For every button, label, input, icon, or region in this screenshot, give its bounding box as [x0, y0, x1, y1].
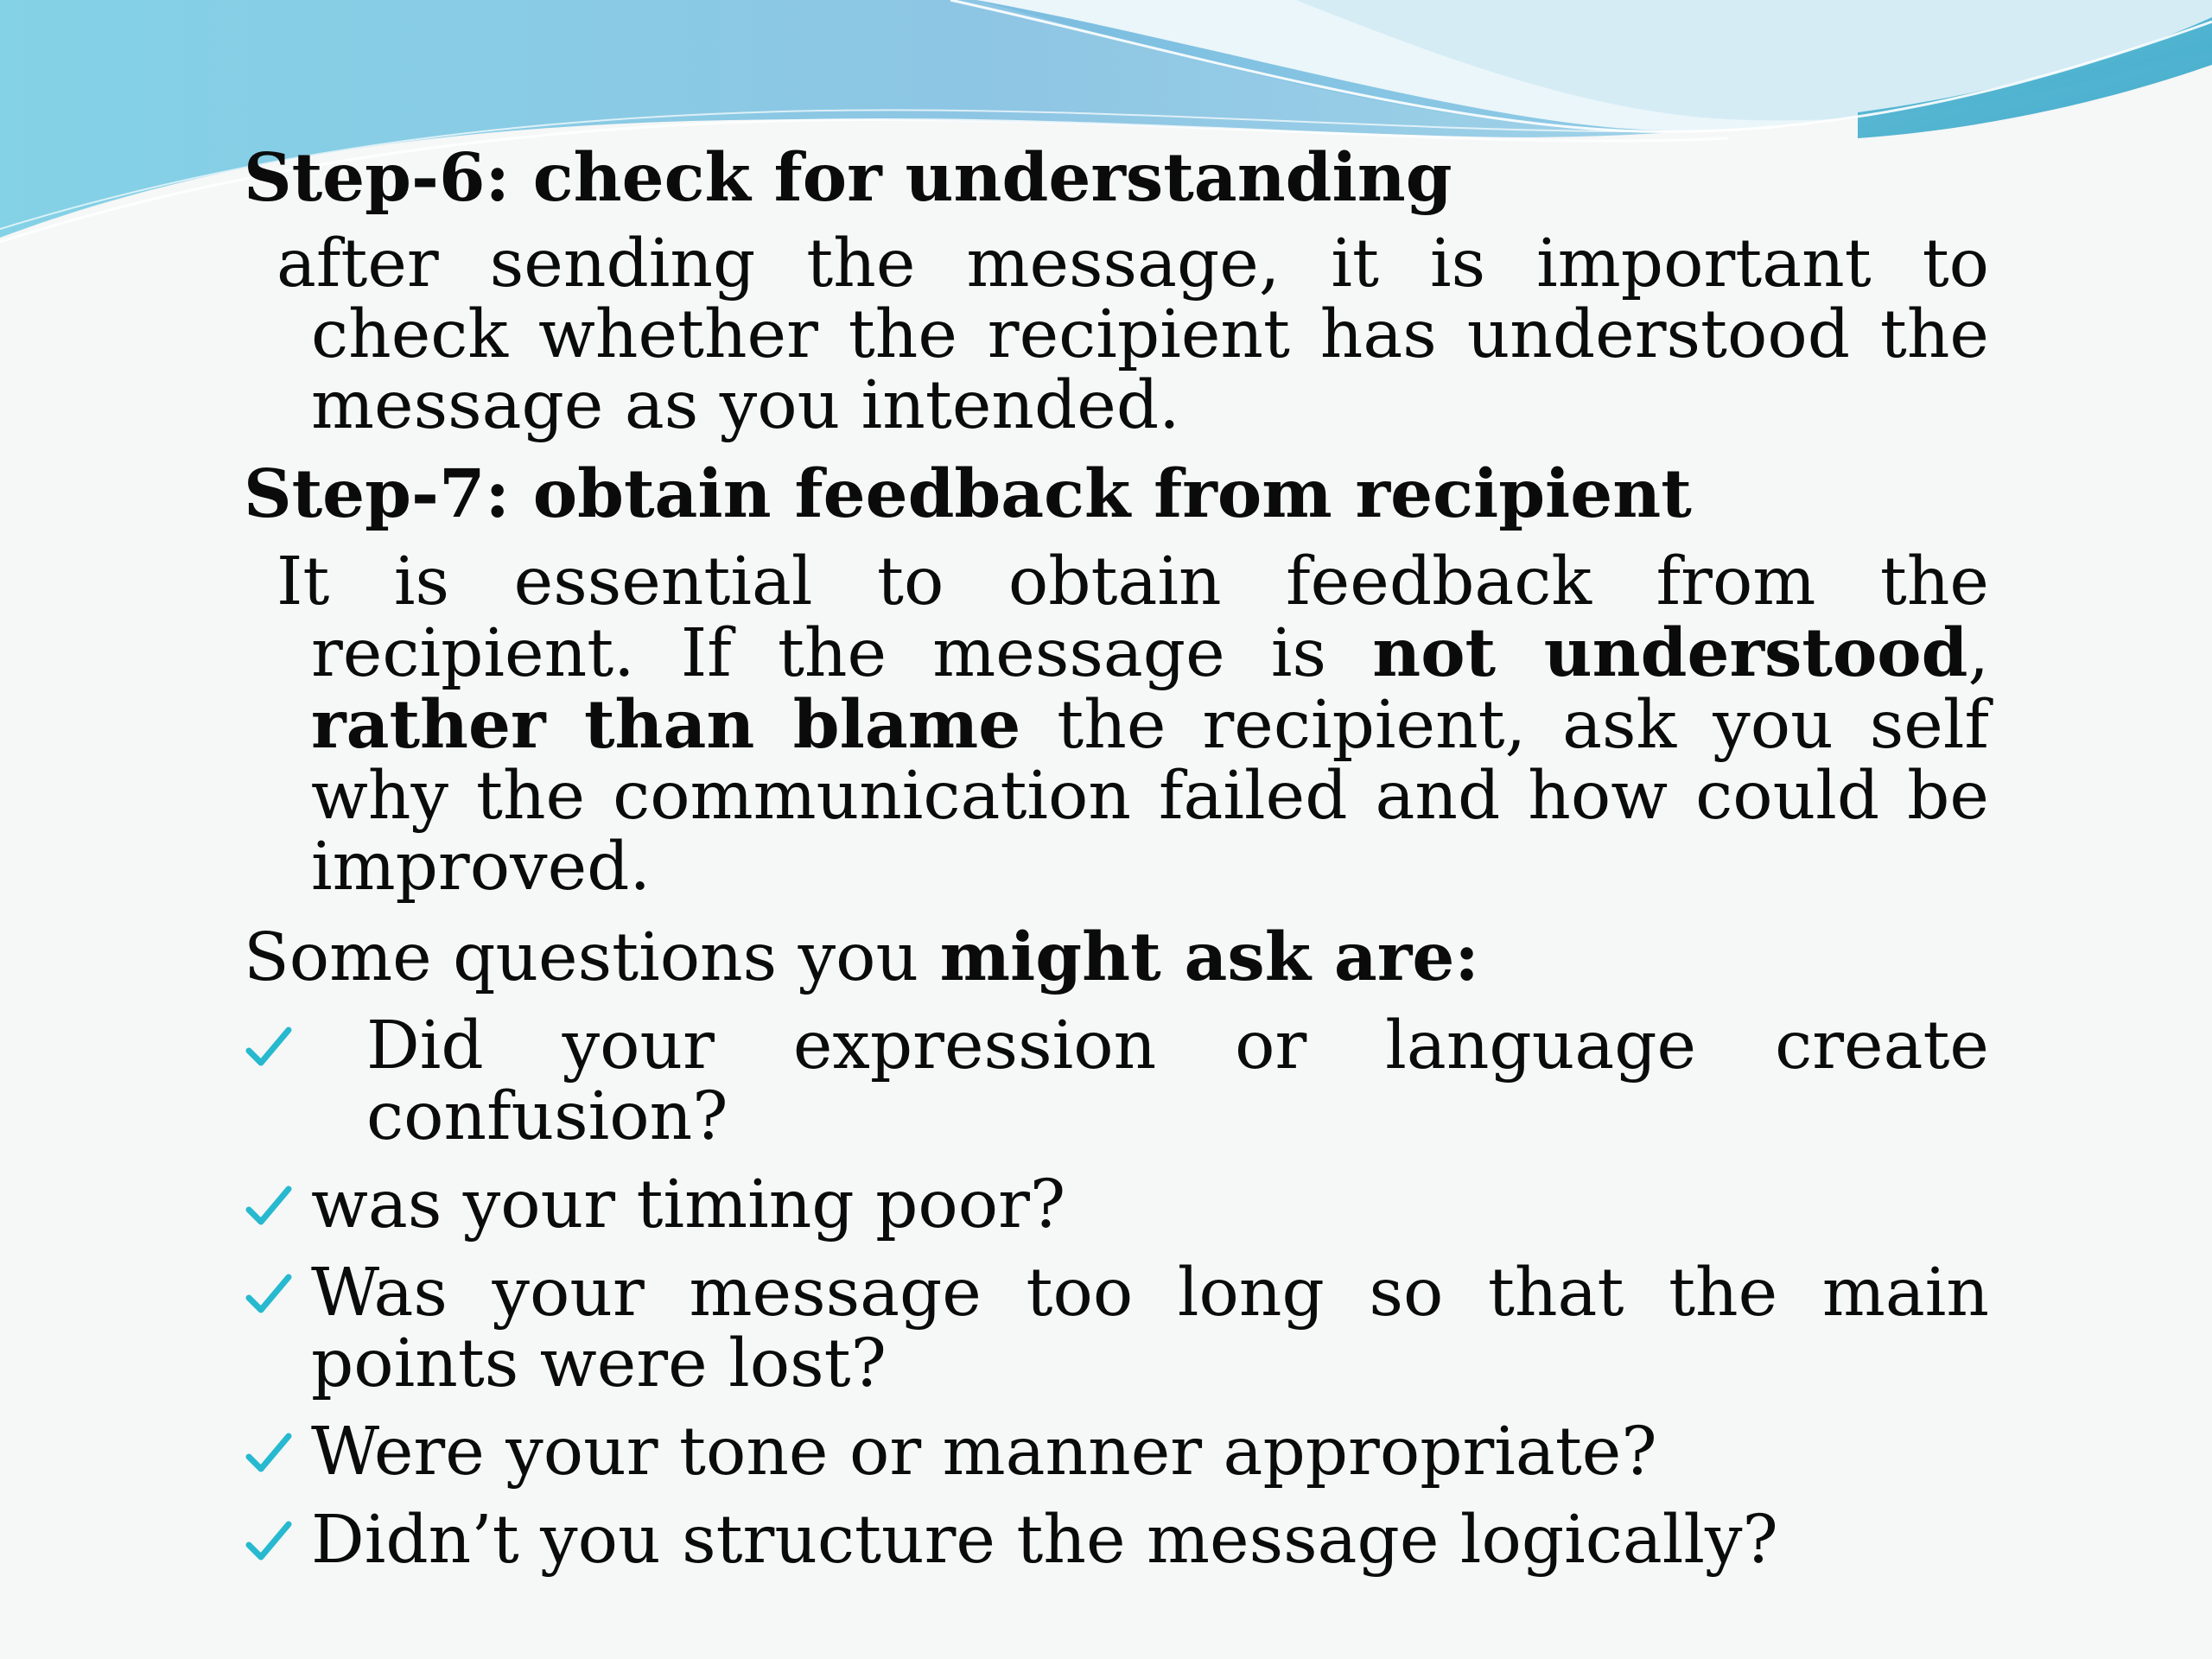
checklist-item-text: Was your message too long so that the main points were lost? — [311, 1255, 1989, 1402]
step7-paragraph — [244, 543, 1989, 906]
checklist-item-text: Didn’t you structure the message logically? — [311, 1502, 1778, 1579]
questions-intro — [244, 918, 1989, 996]
step7-text-3: the recipient, ask you self why the communication failed and how could be improved. — [311, 687, 1989, 906]
checkmark-icon — [244, 1258, 297, 1329]
checklist-item-text: was your timing poor? — [311, 1166, 1066, 1243]
checklist-item — [244, 1414, 1989, 1491]
slide-body — [244, 139, 1989, 1593]
checklist-item-text: Did your expression or language create confusion? — [366, 1007, 1989, 1155]
checkmark-icon — [244, 1170, 297, 1241]
checklist-item — [244, 1502, 1989, 1579]
checkmark-icon — [244, 1417, 297, 1488]
questions-intro-text: Some questions you — [244, 919, 940, 996]
step7-text-2: , — [1967, 615, 1989, 692]
checklist-item-text: Were your tone or manner appropriate? — [311, 1414, 1657, 1491]
step7-bold-rather-than-blame: rather than blame — [311, 686, 1021, 764]
checkmark-icon — [244, 1505, 297, 1576]
questions-intro-bold: might ask are: — [939, 918, 1479, 996]
checklist-item — [244, 1255, 1989, 1402]
step6-paragraph: after sending the message, it is important to check whether the recipient has understood the message as you intended. — [276, 226, 1989, 444]
step7-heading: Step-7: obtain feedback from recipient — [244, 455, 1692, 533]
checklist-item — [244, 1166, 1989, 1243]
step7-text-1: It is essential to obtain feedback from the recipient. If the message is — [276, 543, 1989, 692]
step7-bold-not-understood: not understood — [1372, 614, 1968, 692]
checklist-item — [244, 1007, 1989, 1155]
checkmark-icon — [244, 1011, 297, 1082]
step6-heading: Step-6: check for understanding — [244, 139, 1452, 217]
question-checklist — [244, 1007, 1989, 1579]
